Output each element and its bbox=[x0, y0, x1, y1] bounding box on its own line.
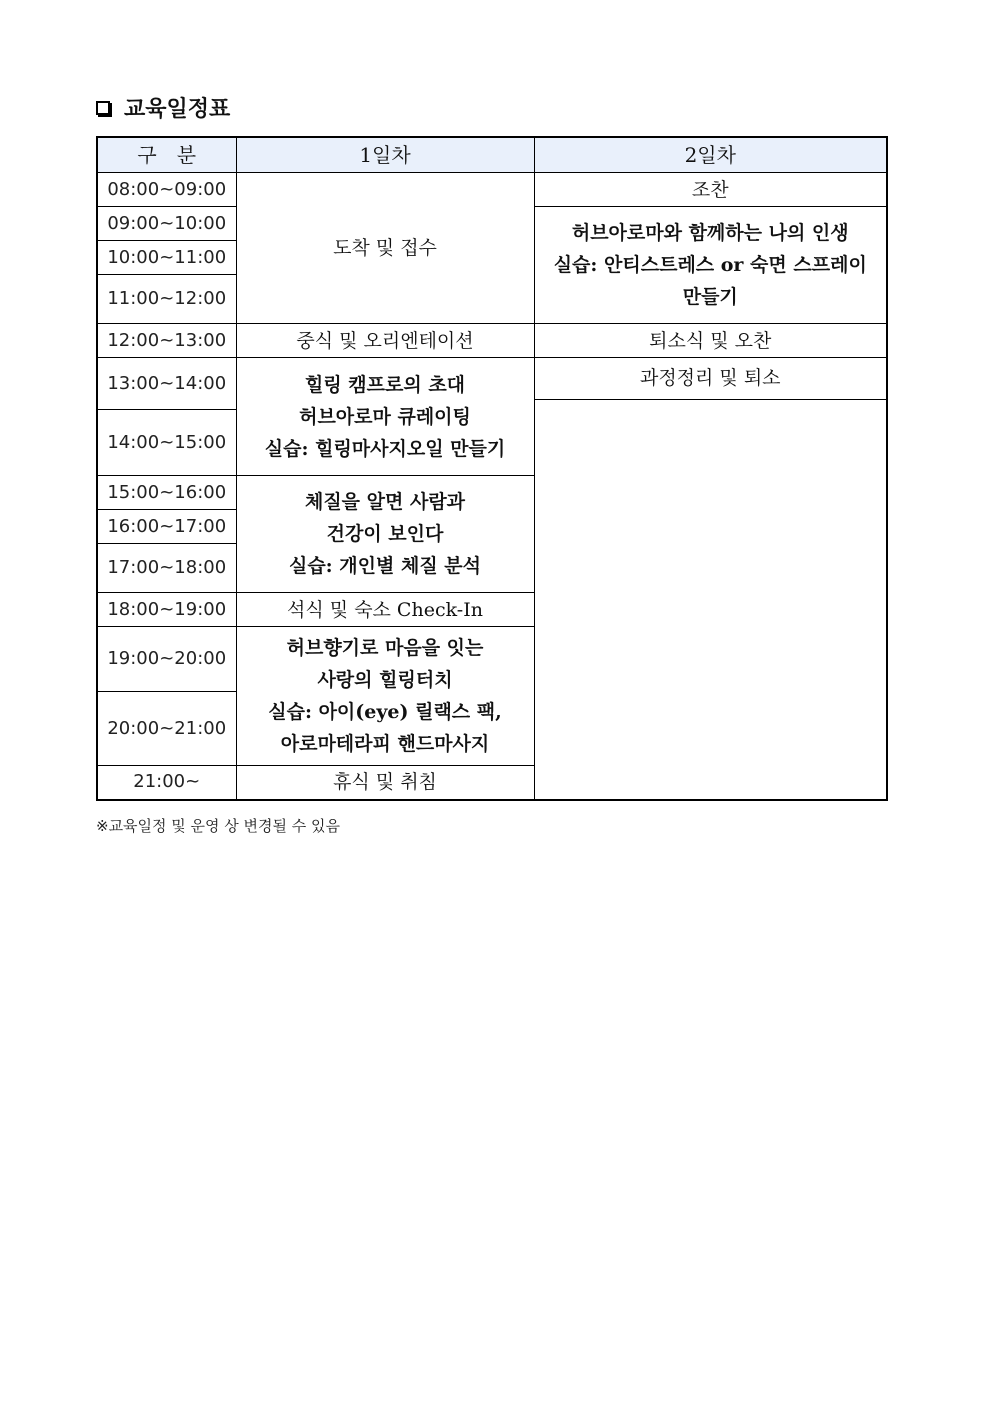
session-line: 사랑의 힐링터치 bbox=[317, 669, 453, 691]
day2-empty bbox=[534, 400, 887, 800]
day1-session2 bbox=[236, 476, 534, 593]
day1-rest: 휴식 및 취침 bbox=[236, 766, 534, 800]
section-title-text: 교육일정표 bbox=[124, 96, 231, 122]
day1-session3 bbox=[236, 627, 534, 766]
session-line: 실습: 개인별 체질 분석 bbox=[288, 555, 482, 577]
time-cell: 09:00~10:00 bbox=[97, 207, 236, 241]
footnote: ※교육일정 및 운영 상 변경될 수 있음 bbox=[96, 817, 341, 835]
time-cell: 10:00~11:00 bbox=[97, 241, 236, 275]
day2-closing-lunch: 퇴소식 및 오찬 bbox=[534, 324, 887, 358]
day1-arrival: 도착 및 접수 bbox=[236, 173, 534, 324]
time-cell: 20:00~21:00 bbox=[97, 692, 236, 766]
table-row bbox=[97, 358, 887, 400]
table-row bbox=[97, 173, 887, 207]
time-cell: 18:00~19:00 bbox=[97, 593, 236, 627]
session-line: 만들기 bbox=[682, 286, 738, 308]
time-cell: 14:00~15:00 bbox=[97, 410, 236, 476]
session-line: 허브향기로 마음을 잇는 bbox=[286, 637, 484, 659]
session-line: 실습: 힐링마사지오일 만들기 bbox=[264, 437, 506, 460]
time-cell: 15:00~16:00 bbox=[97, 476, 236, 510]
time-cell: 17:00~18:00 bbox=[97, 544, 236, 593]
day1-lunch: 중식 및 오리엔테이션 bbox=[236, 324, 534, 358]
schedule-table bbox=[96, 136, 888, 801]
time-cell: 21:00~ bbox=[97, 766, 236, 800]
header-day1: 1일차 bbox=[236, 137, 534, 173]
session-line: 건강이 보인다 bbox=[326, 523, 444, 545]
session-line: 실습: 안티스트레스 or 숙면 스프레이 bbox=[553, 254, 867, 276]
header-row bbox=[97, 137, 887, 173]
header-day2: 2일차 bbox=[534, 137, 887, 173]
table-row bbox=[97, 324, 887, 358]
time-cell: 08:00~09:00 bbox=[97, 173, 236, 207]
time-cell: 13:00~14:00 bbox=[97, 358, 236, 410]
day2-session bbox=[534, 207, 887, 324]
session-line: 허브아로마 큐레이팅 bbox=[299, 405, 471, 428]
session-line: 아로마테라피 핸드마사지 bbox=[280, 733, 490, 755]
session-line: 체질을 알면 사람과 bbox=[304, 491, 466, 513]
session-line: 힐링 캠프로의 초대 bbox=[304, 373, 466, 396]
session-line: 허브아로마와 함께하는 나의 인생 bbox=[571, 222, 849, 244]
day2-breakfast: 조찬 bbox=[534, 173, 887, 207]
time-cell: 19:00~20:00 bbox=[97, 627, 236, 692]
day2-wrapup: 과정정리 및 퇴소 bbox=[534, 358, 887, 400]
time-cell: 11:00~12:00 bbox=[97, 275, 236, 324]
time-cell: 16:00~17:00 bbox=[97, 510, 236, 544]
header-category: 구 분 bbox=[97, 137, 236, 173]
section-title bbox=[96, 92, 230, 123]
day1-dinner: 석식 및 숙소 Check-In bbox=[236, 593, 534, 627]
session-line: 실습: 아이(eye) 릴랙스 팩, bbox=[268, 701, 502, 723]
day1-session1 bbox=[236, 358, 534, 476]
checkbox-square-icon bbox=[96, 101, 110, 115]
time-cell: 12:00~13:00 bbox=[97, 324, 236, 358]
